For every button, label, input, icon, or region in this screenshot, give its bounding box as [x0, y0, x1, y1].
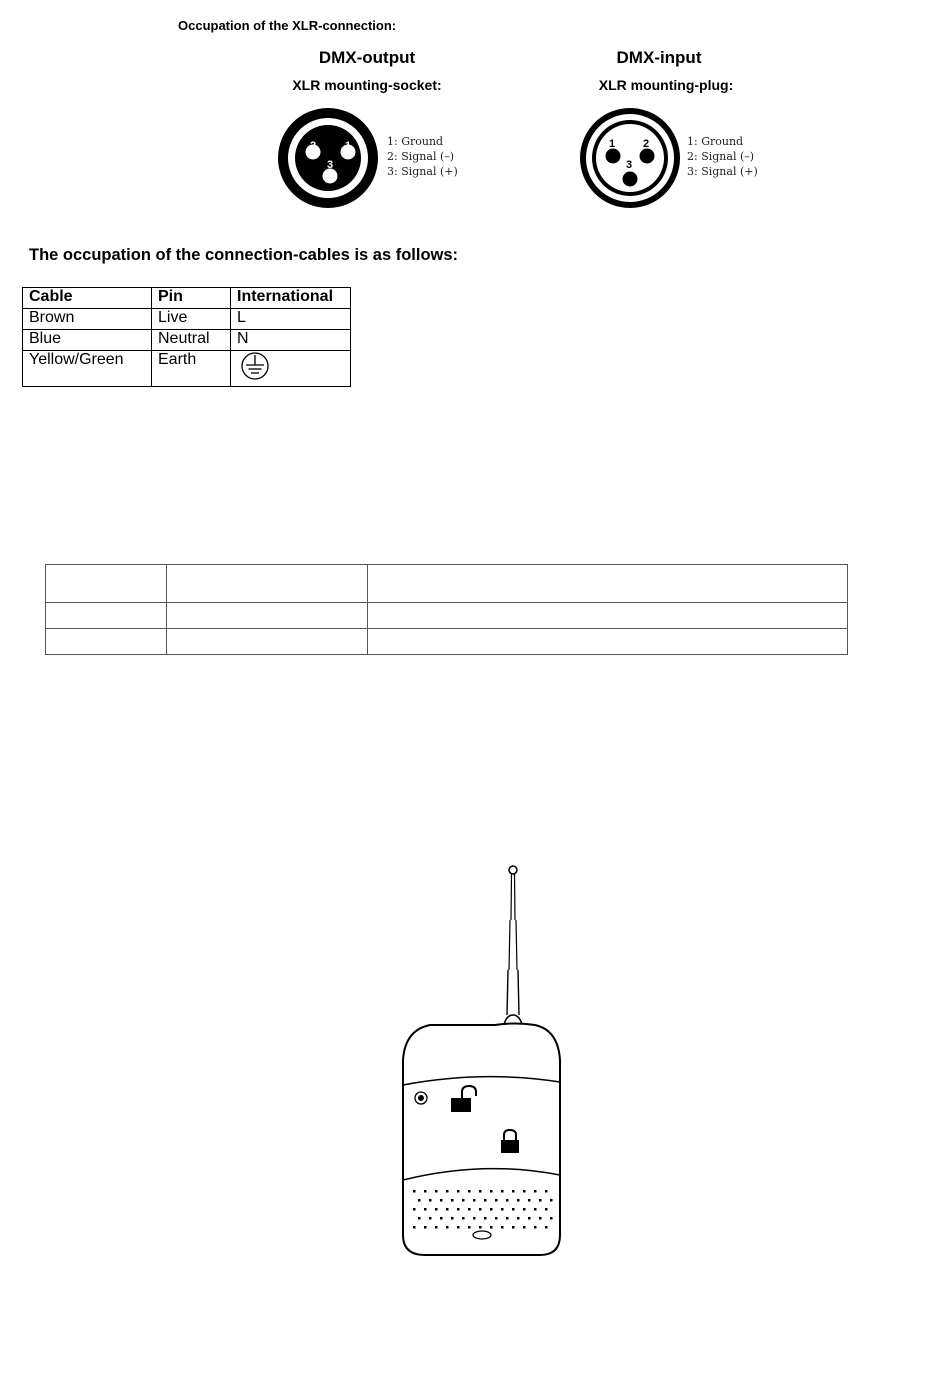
cables-occupation-title: The occupation of the connection-cables is as follows: [29, 246, 459, 264]
dmx-output-subtitle: XLR mounting-socket: [292, 77, 442, 93]
table-cell [368, 603, 848, 629]
table-cell: Live [152, 309, 231, 330]
table-cell: Blue [23, 330, 152, 351]
dmx-input-pin-legend [687, 134, 758, 179]
table-row [23, 351, 351, 387]
table-cell: Neutral [152, 330, 231, 351]
table-cell [368, 629, 848, 655]
table-row [46, 565, 848, 603]
table-header-cell: International [231, 288, 351, 309]
earth-ground-symbol-icon [237, 351, 271, 381]
dmx-input-subtitle: XLR mounting-plug: [598, 77, 734, 93]
table-row [46, 603, 848, 629]
table-cell [46, 603, 167, 629]
table-header-cell: Cable [23, 288, 152, 309]
table-cell [231, 351, 351, 387]
wireless-remote-control-illustration [395, 860, 570, 1260]
cables-table [22, 287, 351, 387]
table-row [46, 629, 848, 655]
xlr-occupation-heading: Occupation of the XLR-connection: [178, 18, 397, 33]
socket-pin-label: 3 [327, 159, 334, 171]
plug-pin-label: 3 [626, 159, 633, 171]
legend-line: 2: Signal (–) [687, 150, 755, 163]
dmx-output-title: DMX-output [318, 48, 416, 67]
legend-line: 2: Signal (–) [387, 150, 455, 163]
table-header-cell: Pin [152, 288, 231, 309]
table-cell: N [231, 330, 351, 351]
legend-line: 1: Ground [387, 135, 444, 148]
dmx-output-pin-legend [387, 134, 458, 179]
socket-pin-label: 2 [310, 140, 317, 152]
table-header-row [23, 288, 351, 309]
table-cell [167, 565, 368, 603]
legend-line: 3: Signal (+) [687, 165, 758, 178]
legend-line: 3: Signal (+) [387, 165, 458, 178]
socket-pin-label: 1 [345, 140, 352, 152]
table-cell [46, 629, 167, 655]
table-cell [46, 565, 167, 603]
table-row [23, 309, 351, 330]
table-cell [167, 603, 368, 629]
table-cell: Yellow/Green [23, 351, 152, 387]
table-cell: Earth [152, 351, 231, 387]
xlr-socket-icon [276, 104, 388, 212]
dmx-input-title: DMX-input [616, 48, 702, 67]
table-cell: L [231, 309, 351, 330]
plug-pin-label: 1 [609, 138, 616, 150]
table-cell [167, 629, 368, 655]
table-row [23, 330, 351, 351]
plug-pin-label: 2 [643, 138, 650, 150]
xlr-plug-icon [576, 104, 688, 212]
legend-line: 1: Ground [687, 135, 744, 148]
empty-table [45, 564, 848, 655]
table-cell: Brown [23, 309, 152, 330]
table-cell [368, 565, 848, 603]
